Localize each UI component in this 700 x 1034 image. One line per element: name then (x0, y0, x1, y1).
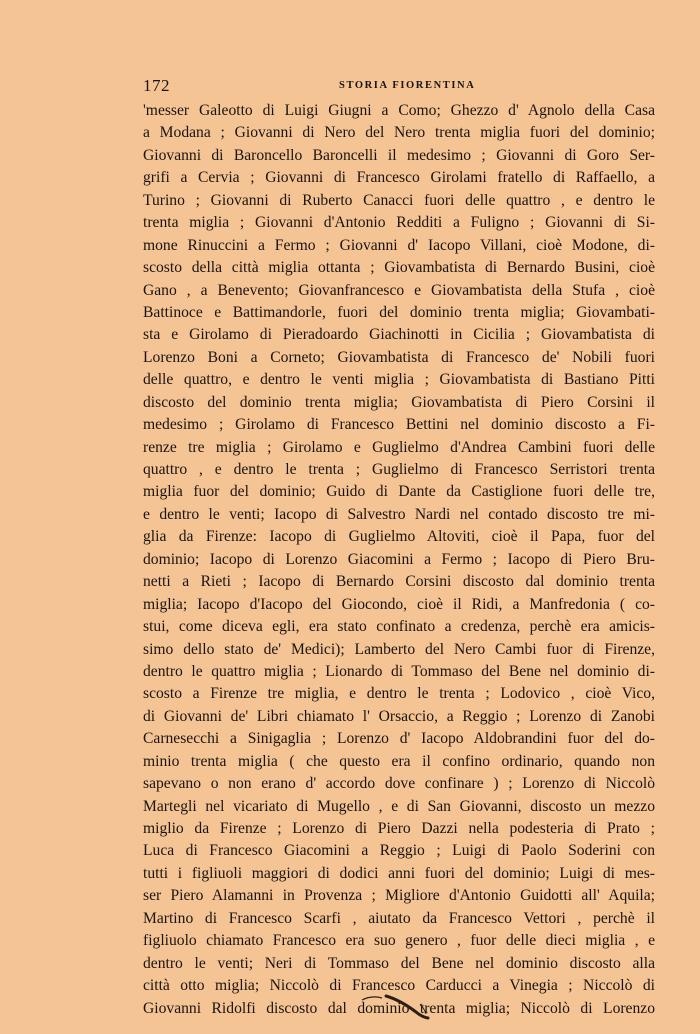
flourish-ornament (360, 990, 440, 1020)
text-line: trenta miglia ; Giovanni d'Antonio Redditi a Fuligno ; Giovanni di Si- (143, 214, 655, 232)
text-line: stui, come diceva egli, era stato confinato a credenza, perchè era amicis- (143, 618, 655, 636)
text-line: Turino ; Giovanni di Ruberto Canacci fuori delle quattro , e dentro le (143, 191, 655, 209)
page-number: 172 (143, 76, 170, 95)
text-line: grifi a Cervia ; Giovanni di Francesco Girolami fratello di Raffaello, a (143, 169, 655, 187)
text-line: figliuolo chiamato Francesco era suo genero , fuor delle dieci miglia , e (143, 932, 655, 950)
text-line: miglio da Firenze ; Lorenzo di Piero Dazzi nella podesteria di Prato ; (143, 820, 655, 837)
text-line: Lorenzo Boni a Corneto; Giovambatista di Francesco de' Nobili fuori (143, 348, 655, 366)
text-line: sta e Girolamo di Pieradoardo Giachinotti in Cicilia ; Giovambatista di (143, 326, 655, 344)
text-line: quattro , e dentro le trenta ; Guglielmo di Francesco Serristori trenta (143, 461, 655, 478)
text-line: miglia fuor del dominio; Guido di Dante da Castiglione fuori delle tre, (143, 483, 655, 501)
text-line: Battinoce e Battimandorle, fuori del dominio trenta miglia; Giovambati- (143, 303, 655, 321)
text-line: Martino di Francesco Scarfi , aiutato da Francesco Vettori , perchè il (143, 909, 655, 927)
text-line: discosto del dominio trenta miglia; Giovambatista di Piero Corsini il (143, 393, 655, 411)
text-line: netti a Rieti ; Iacopo di Bernardo Corsini discosto dal dominio trenta (143, 573, 655, 591)
text-line: glia da Firenze: Iacopo di Guglielmo Altoviti, cioè il Papa, fuor del (143, 528, 655, 546)
text-line: 'messer Galeotto di Luigi Giugni a Como; Ghezzo d' Agnolo della Casa (143, 102, 655, 119)
text-line: scosto a Firenze tre miglia, e dentro le trenta ; Lodovico , cioè Vico, (143, 685, 655, 703)
text-line: Giovanni di Baroncello Baroncelli il medesimo ; Giovanni di Goro Ser- (143, 146, 655, 164)
text-line: Giovanni Ridolfi discosto dal dominio trenta miglia; Niccolò di Lorenzo (143, 999, 655, 1017)
text-line: renze tre miglia ; Girolamo e Guglielmo d'Andrea Cambini fuori delle (143, 438, 655, 456)
text-line: Luca di Francesco Giacomini a Reggio ; Luigi di Paolo Soderini con (143, 842, 655, 860)
text-line: città otto miglia; Niccolò di Francesco Carducci a Vinegia ; Niccolò di (143, 977, 655, 995)
text-line: ser Piero Alamanni in Provenza ; Migliore d'Antonio Guidotti all' Aquila; (143, 887, 655, 905)
text-line: di Giovanni de' Libri chiamato l' Orsaccio, a Reggio ; Lorenzo di Zanobi (143, 707, 655, 725)
text-line: dominio; Iacopo di Lorenzo Giacomini a Fermo ; Iacopo di Piero Bru- (143, 550, 655, 568)
text-line: miglia; Iacopo d'Iacopo del Giocondo, cioè il Ridi, a Manfredonia ( co- (143, 595, 655, 613)
text-line: e dentro le venti; Iacopo di Salvestro Nardi nel contado discosto tre mi- (143, 505, 655, 523)
text-line: Martegli nel vicariato di Mugello , e di San Giovanni, discosto un mezzo (143, 797, 655, 815)
text-line: scosto della città miglia ottanta ; Giovambatista di Bernardo Busini, cioè (143, 259, 655, 277)
text-line: medesimo ; Girolamo di Francesco Bettini nel dominio discosto a Fi- (143, 416, 655, 434)
text-line: Carnesecchi a Sinigaglia ; Lorenzo d' Iacopo Aldobrandini fuor del do- (143, 730, 655, 748)
running-title: STORIA FIORENTINA (339, 80, 476, 91)
text-line: minio trenta miglia ( che questo era il confino ordinario, quando non (143, 752, 655, 770)
text-line: a Modana ; Giovanni di Nero del Nero trenta miglia fuori del dominio; (143, 124, 655, 142)
text-line: sapevano o non erano d' accordo dove confinare ) ; Lorenzo di Niccolò (143, 775, 655, 793)
body-text (143, 100, 655, 1020)
text-line: simo dello stato de' Medici); Lamberto del Nero Cambi fuor di Firenze, (143, 640, 655, 658)
text-line: tutti i figliuoli maggiori di dodici anni fuori del dominio; Luigi di mes- (143, 864, 655, 882)
text-line: delle quattro, e dentro le venti miglia ; Giovambatista di Bastiano Pitti (143, 371, 655, 389)
text-line: mone Rinuccini a Fermo ; Giovanni d' Iacopo Villani, cioè Modone, di- (143, 236, 655, 254)
text-line: dentro le quattro miglia ; Lionardo di Tommaso del Bene nel dominio di- (143, 662, 655, 680)
running-head (143, 76, 655, 98)
text-line: Gano , a Benevento; Giovanfrancesco e Giovambatista della Stufa , cioè (143, 281, 655, 299)
text-line: dentro le venti; Neri di Tommaso del Bene nel dominio discosto alla (143, 954, 655, 972)
